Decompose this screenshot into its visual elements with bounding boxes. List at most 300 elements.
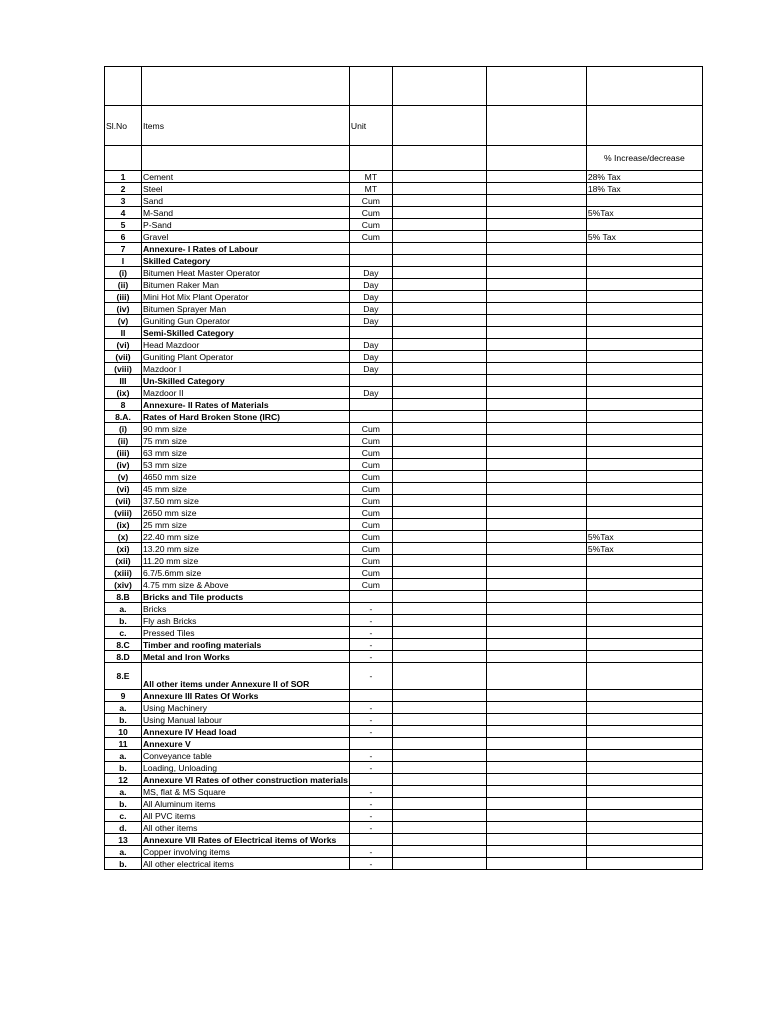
row-blank-1: [392, 639, 486, 651]
row-blank-2: [486, 219, 586, 231]
row-pct-change: [586, 651, 702, 663]
table-row: [105, 615, 703, 627]
row-unit: MT: [349, 171, 392, 183]
row-sl-no: (v): [105, 315, 142, 327]
row-item: 25 mm size: [142, 519, 350, 531]
row-pct-change: [586, 255, 702, 267]
row-unit: Cum: [349, 579, 392, 591]
row-pct-change: 28% Tax: [586, 171, 702, 183]
row-sl-no: 8.D: [105, 651, 142, 663]
row-blank-2: [486, 531, 586, 543]
row-pct-change: [586, 507, 702, 519]
row-sl-no: (vi): [105, 483, 142, 495]
table-row: [105, 195, 703, 207]
row-item: Guniting Plant Operator: [142, 351, 350, 363]
table-row: [105, 315, 703, 327]
row-sl-no: 2: [105, 183, 142, 195]
row-blank-2: [486, 579, 586, 591]
row-pct-change: [586, 726, 702, 738]
row-blank-1: [392, 351, 486, 363]
table-row: [105, 603, 703, 615]
table-row: [105, 435, 703, 447]
row-unit: Day: [349, 339, 392, 351]
row-item: 45 mm size: [142, 483, 350, 495]
row-blank-2: [486, 267, 586, 279]
row-blank-2: [486, 291, 586, 303]
row-blank-2: [486, 207, 586, 219]
row-blank-1: [392, 423, 486, 435]
row-item: P-Sand: [142, 219, 350, 231]
table-row: [105, 750, 703, 762]
table-row: [105, 567, 703, 579]
row-sl-no: (viii): [105, 363, 142, 375]
row-pct-change: [586, 411, 702, 423]
row-item: Bricks: [142, 603, 350, 615]
row-blank-1: [392, 327, 486, 339]
row-blank-1: [392, 615, 486, 627]
row-sl-no: (iv): [105, 303, 142, 315]
table-row: [105, 267, 703, 279]
row-item: Mazdoor II: [142, 387, 350, 399]
row-blank-2: [486, 762, 586, 774]
row-blank-2: [486, 663, 586, 690]
table-row: [105, 339, 703, 351]
row-pct-change: [586, 603, 702, 615]
row-pct-change: [586, 279, 702, 291]
row-pct-change: [586, 351, 702, 363]
row-unit: -: [349, 627, 392, 639]
row-unit: [349, 738, 392, 750]
row-item: Bitumen Heat Master Operator: [142, 267, 350, 279]
row-unit: Cum: [349, 543, 392, 555]
row-blank-1: [392, 846, 486, 858]
row-item: 53 mm size: [142, 459, 350, 471]
row-unit: [349, 243, 392, 255]
row-item: 75 mm size: [142, 435, 350, 447]
row-item: MS, flat & MS Square: [142, 786, 350, 798]
row-blank-1: [392, 255, 486, 267]
row-item: M-Sand: [142, 207, 350, 219]
row-blank-2: [486, 627, 586, 639]
row-blank-2: [486, 702, 586, 714]
table-row: [105, 579, 703, 591]
row-blank-2: [486, 543, 586, 555]
row-item: 6.7/5.6mm size: [142, 567, 350, 579]
table-row: [105, 171, 703, 183]
row-pct-change: [586, 435, 702, 447]
row-blank-2: [486, 411, 586, 423]
table-row: [105, 651, 703, 663]
row-blank-2: [486, 846, 586, 858]
row-blank-1: [392, 627, 486, 639]
row-unit: Cum: [349, 231, 392, 243]
row-blank-2: [486, 651, 586, 663]
row-unit: Cum: [349, 219, 392, 231]
table-row: [105, 846, 703, 858]
row-item: Guniting Gun Operator: [142, 315, 350, 327]
row-unit: Cum: [349, 507, 392, 519]
table-row: [105, 822, 703, 834]
table-row: [105, 447, 703, 459]
row-pct-change: [586, 639, 702, 651]
row-item: Mini Hot Mix Plant Operator: [142, 291, 350, 303]
table-row: [105, 507, 703, 519]
row-unit: -: [349, 651, 392, 663]
row-sl-no: (ii): [105, 279, 142, 291]
row-blank-2: [486, 363, 586, 375]
row-sl-no: (ii): [105, 435, 142, 447]
table-row: [105, 774, 703, 786]
row-blank-2: [486, 519, 586, 531]
row-sl-no: II: [105, 327, 142, 339]
table-row: [105, 726, 703, 738]
row-sl-no: (iv): [105, 459, 142, 471]
row-unit: Cum: [349, 519, 392, 531]
row-item: Skilled Category: [142, 255, 350, 267]
row-sl-no: (iii): [105, 447, 142, 459]
row-sl-no: a.: [105, 846, 142, 858]
row-item: Annexure V: [142, 738, 350, 750]
row-blank-2: [486, 750, 586, 762]
row-sl-no: 3: [105, 195, 142, 207]
table-row: [105, 351, 703, 363]
row-blank-1: [392, 519, 486, 531]
row-blank-1: [392, 399, 486, 411]
row-item: Using Manual labour: [142, 714, 350, 726]
row-item: 90 mm size: [142, 423, 350, 435]
row-blank-1: [392, 822, 486, 834]
row-blank-2: [486, 243, 586, 255]
row-unit: -: [349, 663, 392, 690]
row-item: Mazdoor I: [142, 363, 350, 375]
row-blank-1: [392, 339, 486, 351]
row-item: All Aluminum items: [142, 798, 350, 810]
row-sl-no: (vii): [105, 495, 142, 507]
row-sl-no: (viii): [105, 507, 142, 519]
row-blank-1: [392, 471, 486, 483]
table-row: [105, 834, 703, 846]
row-pct-change: [586, 822, 702, 834]
row-item: 2650 mm size: [142, 507, 350, 519]
row-unit: [349, 690, 392, 702]
row-blank-2: [486, 603, 586, 615]
row-unit: Day: [349, 303, 392, 315]
row-pct-change: [586, 399, 702, 411]
table-row: [105, 690, 703, 702]
row-blank-1: [392, 543, 486, 555]
table-row: [105, 303, 703, 315]
table-row: [105, 714, 703, 726]
row-blank-1: [392, 303, 486, 315]
table-row: [105, 207, 703, 219]
header-sub-row: [105, 146, 703, 171]
row-sl-no: a.: [105, 750, 142, 762]
row-item: 4650 mm size: [142, 471, 350, 483]
row-sl-no: b.: [105, 615, 142, 627]
row-item: Annexure VI Rates of other construction materials: [143, 775, 348, 785]
row-sl-no: (xiii): [105, 567, 142, 579]
row-pct-change: 5%Tax: [586, 543, 702, 555]
table-row: [105, 219, 703, 231]
row-pct-change: [586, 447, 702, 459]
row-unit: [349, 411, 392, 423]
table-row: [105, 459, 703, 471]
row-blank-1: [392, 834, 486, 846]
row-pct-change: [586, 690, 702, 702]
row-blank-1: [392, 651, 486, 663]
row-pct-change: [586, 555, 702, 567]
row-unit: Cum: [349, 495, 392, 507]
table-row: [105, 279, 703, 291]
row-item: 63 mm size: [142, 447, 350, 459]
header-spacer-row: [105, 67, 703, 106]
row-pct-change: [586, 810, 702, 822]
row-unit: [349, 834, 392, 846]
table-row: [105, 411, 703, 423]
row-blank-2: [486, 567, 586, 579]
header-row: [105, 106, 703, 146]
row-pct-change: [586, 702, 702, 714]
row-blank-1: [392, 219, 486, 231]
row-blank-2: [486, 315, 586, 327]
row-unit: Cum: [349, 195, 392, 207]
row-unit: Cum: [349, 483, 392, 495]
row-pct-change: [586, 762, 702, 774]
row-blank-1: [392, 663, 486, 690]
row-unit: Cum: [349, 531, 392, 543]
table-row: [105, 543, 703, 555]
row-item: Steel: [142, 183, 350, 195]
row-sl-no: a.: [105, 603, 142, 615]
row-item: Rates of Hard Broken Stone (IRC): [142, 411, 350, 423]
row-blank-2: [486, 447, 586, 459]
row-pct-change: [586, 471, 702, 483]
row-unit: Cum: [349, 555, 392, 567]
row-pct-change: [586, 738, 702, 750]
row-blank-1: [392, 363, 486, 375]
row-item: Bitumen Sprayer Man: [142, 303, 350, 315]
row-sl-no: b.: [105, 762, 142, 774]
table-row: [105, 483, 703, 495]
row-item: Sand: [142, 195, 350, 207]
table-row: [105, 798, 703, 810]
row-pct-change: [586, 375, 702, 387]
row-item: Bricks and Tile products: [142, 591, 350, 603]
row-blank-2: [486, 495, 586, 507]
row-blank-2: [486, 555, 586, 567]
row-blank-1: [392, 798, 486, 810]
row-blank-1: [392, 750, 486, 762]
row-unit: [349, 375, 392, 387]
row-item: Annexure- II Rates of Materials: [142, 399, 350, 411]
row-pct-change: [586, 846, 702, 858]
row-unit: Cum: [349, 471, 392, 483]
row-item: Timber and roofing materials: [142, 639, 350, 651]
row-item: 11.20 mm size: [142, 555, 350, 567]
row-blank-1: [392, 315, 486, 327]
row-blank-2: [486, 471, 586, 483]
row-pct-change: [586, 483, 702, 495]
row-item: Pressed Tiles: [142, 627, 350, 639]
row-sl-no: (iii): [105, 291, 142, 303]
row-unit: -: [349, 702, 392, 714]
row-unit: [349, 399, 392, 411]
row-item: Gravel: [142, 231, 350, 243]
row-blank-2: [486, 858, 586, 870]
row-blank-2: [486, 375, 586, 387]
table-row: [105, 423, 703, 435]
row-blank-2: [486, 810, 586, 822]
table-row: [105, 627, 703, 639]
row-pct-change: 5% Tax: [586, 231, 702, 243]
row-sl-no: 8.C: [105, 639, 142, 651]
row-blank-2: [486, 255, 586, 267]
pct-change-header: % Increase/decrease: [586, 146, 702, 171]
table-row: [105, 243, 703, 255]
row-blank-1: [392, 267, 486, 279]
row-unit: -: [349, 639, 392, 651]
row-item: Annexure III Rates Of Works: [142, 690, 350, 702]
row-unit: MT: [349, 183, 392, 195]
row-sl-no: a.: [105, 702, 142, 714]
row-pct-change: [586, 579, 702, 591]
row-blank-2: [486, 822, 586, 834]
row-blank-1: [392, 483, 486, 495]
row-item: Head Mazdoor: [142, 339, 350, 351]
row-blank-1: [392, 603, 486, 615]
row-blank-2: [486, 435, 586, 447]
row-sl-no: 8.B: [105, 591, 142, 603]
table-row: [105, 531, 703, 543]
row-sl-no: c.: [105, 810, 142, 822]
row-pct-change: [586, 315, 702, 327]
row-blank-1: [392, 207, 486, 219]
row-sl-no: d.: [105, 822, 142, 834]
row-sl-no: 8: [105, 399, 142, 411]
row-blank-2: [486, 786, 586, 798]
row-blank-2: [486, 423, 586, 435]
row-unit: -: [349, 615, 392, 627]
row-pct-change: [586, 714, 702, 726]
row-unit: Cum: [349, 207, 392, 219]
row-blank-2: [486, 591, 586, 603]
row-blank-1: [392, 786, 486, 798]
row-item: Annexure- I Rates of Labour: [142, 243, 350, 255]
row-item: 22.40 mm size: [142, 531, 350, 543]
row-blank-1: [392, 291, 486, 303]
row-unit: Day: [349, 387, 392, 399]
row-pct-change: [586, 798, 702, 810]
row-unit: [349, 255, 392, 267]
row-blank-1: [392, 387, 486, 399]
row-pct-change: [586, 327, 702, 339]
row-blank-1: [392, 555, 486, 567]
row-unit: [349, 774, 392, 786]
row-sl-no: b.: [105, 798, 142, 810]
table-row: [105, 495, 703, 507]
row-blank-1: [392, 171, 486, 183]
table-row: [105, 519, 703, 531]
row-blank-1: [392, 375, 486, 387]
row-unit: [349, 327, 392, 339]
row-pct-change: 18% Tax: [586, 183, 702, 195]
row-pct-change: [586, 495, 702, 507]
row-unit: [349, 591, 392, 603]
row-unit: Day: [349, 279, 392, 291]
row-blank-2: [486, 399, 586, 411]
row-sl-no: (xi): [105, 543, 142, 555]
row-item: Copper involving items: [142, 846, 350, 858]
table-row: [105, 183, 703, 195]
table-row: [105, 231, 703, 243]
row-sl-no: III: [105, 375, 142, 387]
table-row: [105, 255, 703, 267]
row-sl-no: I: [105, 255, 142, 267]
row-sl-no: (i): [105, 423, 142, 435]
row-pct-change: 5%Tax: [586, 531, 702, 543]
row-sl-no: 8.E: [105, 663, 142, 690]
row-blank-1: [392, 435, 486, 447]
row-pct-change: [586, 291, 702, 303]
row-blank-2: [486, 690, 586, 702]
row-sl-no: 7: [105, 243, 142, 255]
row-blank-2: [486, 774, 586, 786]
table-row: [105, 702, 703, 714]
row-item: Conveyance table: [142, 750, 350, 762]
row-sl-no: 11: [105, 738, 142, 750]
row-unit: -: [349, 603, 392, 615]
row-sl-no: b.: [105, 858, 142, 870]
table-row: [105, 363, 703, 375]
row-sl-no: (vii): [105, 351, 142, 363]
rates-table: [104, 66, 703, 870]
row-unit: Day: [349, 351, 392, 363]
row-blank-2: [486, 195, 586, 207]
row-pct-change: [586, 591, 702, 603]
row-sl-no: c.: [105, 627, 142, 639]
row-unit: Cum: [349, 447, 392, 459]
row-blank-1: [392, 279, 486, 291]
row-blank-1: [392, 507, 486, 519]
table-row: [105, 387, 703, 399]
row-blank-1: [392, 690, 486, 702]
row-sl-no: 13: [105, 834, 142, 846]
row-pct-change: [586, 615, 702, 627]
row-blank-1: [392, 579, 486, 591]
row-pct-change: [586, 423, 702, 435]
row-unit: Cum: [349, 567, 392, 579]
row-pct-change: [586, 834, 702, 846]
row-blank-2: [486, 738, 586, 750]
row-unit: -: [349, 762, 392, 774]
row-item: All PVC items: [142, 810, 350, 822]
row-blank-2: [486, 279, 586, 291]
row-blank-1: [392, 495, 486, 507]
row-blank-1: [392, 195, 486, 207]
row-unit: -: [349, 726, 392, 738]
table-row: [105, 639, 703, 651]
table-row: [105, 738, 703, 750]
row-pct-change: [586, 387, 702, 399]
table-row: [105, 858, 703, 870]
row-item: 4.75 mm size & Above: [142, 579, 350, 591]
row-pct-change: 5%Tax: [586, 207, 702, 219]
table-row: [105, 663, 703, 690]
row-pct-change: [586, 303, 702, 315]
row-blank-1: [392, 231, 486, 243]
row-pct-change: [586, 786, 702, 798]
row-blank-1: [392, 714, 486, 726]
